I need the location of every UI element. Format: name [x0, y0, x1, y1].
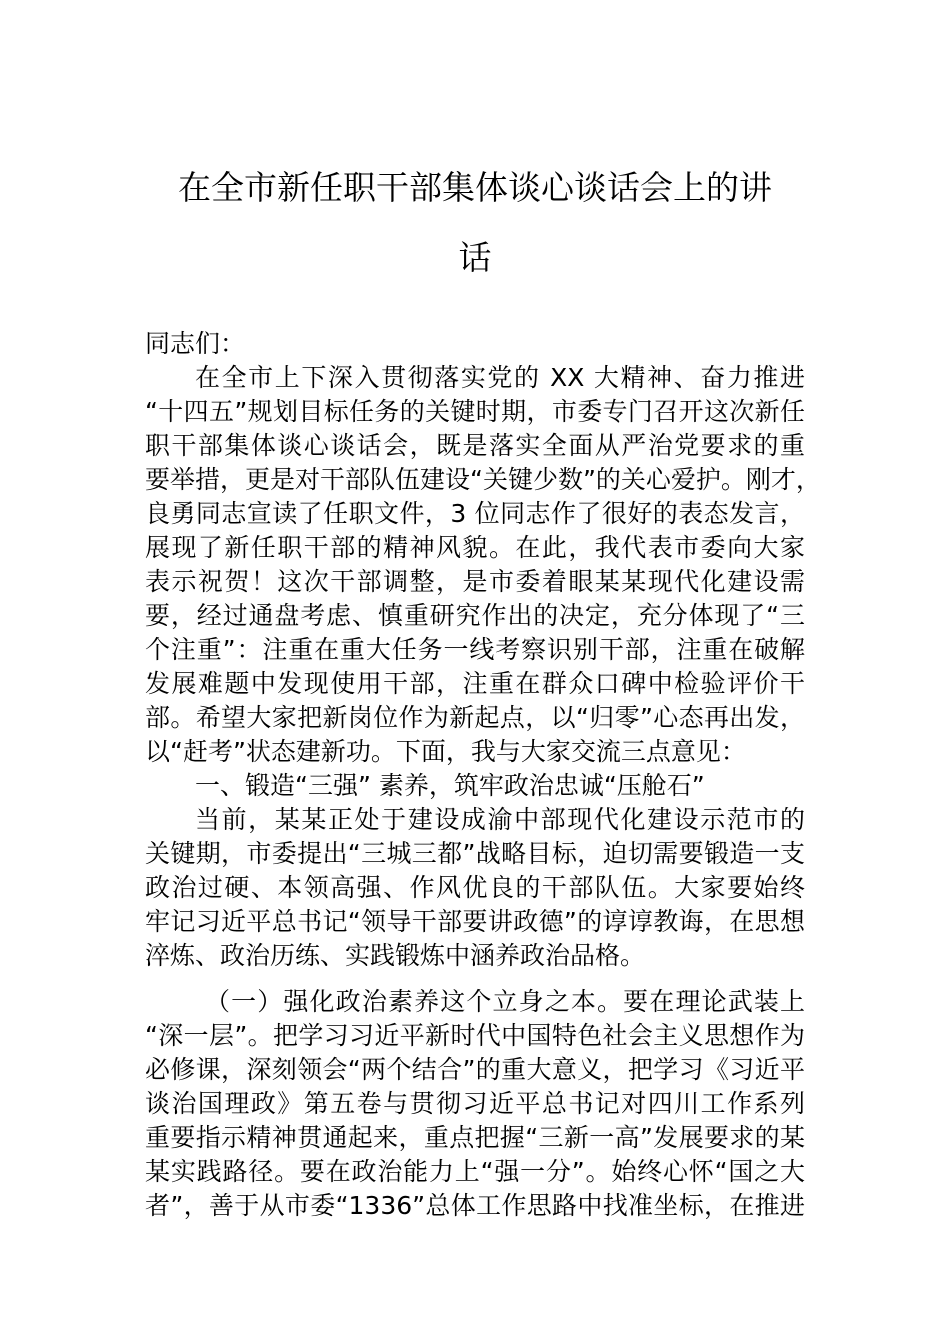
- body-line: 关键期，市委提出“三城三都”战略目标，迫切需要锻造一支: [145, 839, 805, 868]
- body-line: 必修课，深刻领会“两个结合”的重大意义，把学习《习近平: [145, 1055, 805, 1084]
- body-line: 展现了新任职干部的精神风貌。在此，我代表市委向大家: [145, 533, 805, 562]
- body-line: 谈治国理政》第五卷与贯彻习近平总书记对四川工作系列: [145, 1089, 805, 1118]
- body-line: 表示祝贺！这次干部调整，是市委着眼某某现代化建设需: [145, 567, 805, 596]
- body-line: 在全市上下深入贯彻落实党的 XX 大精神、奋力推进: [195, 363, 805, 392]
- body-line: “深一层”。把学习习近平新时代中国特色社会主义思想作为: [145, 1021, 805, 1050]
- body-line: “十四五”规划目标任务的关键时期，市委专门召开这次新任: [145, 397, 805, 426]
- section-heading-1: 一、锻造“三强” 素养，筑牢政治忠诚“压舱石”: [195, 771, 705, 800]
- salutation: 同志们：: [145, 329, 246, 358]
- body-line: 良勇同志宣读了任职文件，3 位同志作了很好的表态发言，: [145, 499, 805, 528]
- body-line: 个注重”：注重在重大任务一线考察识别干部，注重在破解: [145, 635, 805, 664]
- subsection-heading-1: （一）强化政治素养这个立身之本。要在理论武装上: [205, 987, 805, 1016]
- body-line: 者”，善于从市委“1336”总体工作思路中找准坐标，在推进: [145, 1191, 805, 1220]
- body-line: 淬炼、政治历练、实践锻炼中涵养政治品格。: [145, 941, 646, 970]
- body-line: 当前，某某正处于建设成渝中部现代化建设示范市的: [195, 805, 805, 834]
- document-title-line-2: 话: [458, 238, 492, 277]
- body-line: 要，经过通盘考虑、慎重研究作出的决定，充分体现了“三: [145, 601, 805, 630]
- body-line: 某实践路径。要在政治能力上“强一分”。始终心怀“国之大: [145, 1157, 805, 1186]
- body-line: 以“赶考”状态建新功。下面，我与大家交流三点意见：: [145, 737, 746, 766]
- body-line: 重要指示精神贯通起来，重点把握“三新一高”发展要求的某: [145, 1123, 805, 1152]
- body-line: 要举措，更是对干部队伍建设“关键少数”的关心爱护。刚才，: [145, 465, 821, 494]
- body-line: 牢记习近平总书记“领导干部要讲政德”的谆谆教诲，在思想: [145, 907, 805, 936]
- body-line: 部。希望大家把新岗位作为新起点，以“归零”心态再出发，: [145, 703, 805, 732]
- body-line: 发展难题中发现使用干部，注重在群众口碑中检验评价干: [145, 669, 805, 698]
- document-title-line-1: 在全市新任职干部集体谈心谈话会上的讲: [178, 168, 772, 207]
- body-line: 政治过硬、本领高强、作风优良的干部队伍。大家要始终: [145, 873, 805, 902]
- body-line: 职干部集体谈心谈话会，既是落实全面从严治党要求的重: [145, 431, 805, 460]
